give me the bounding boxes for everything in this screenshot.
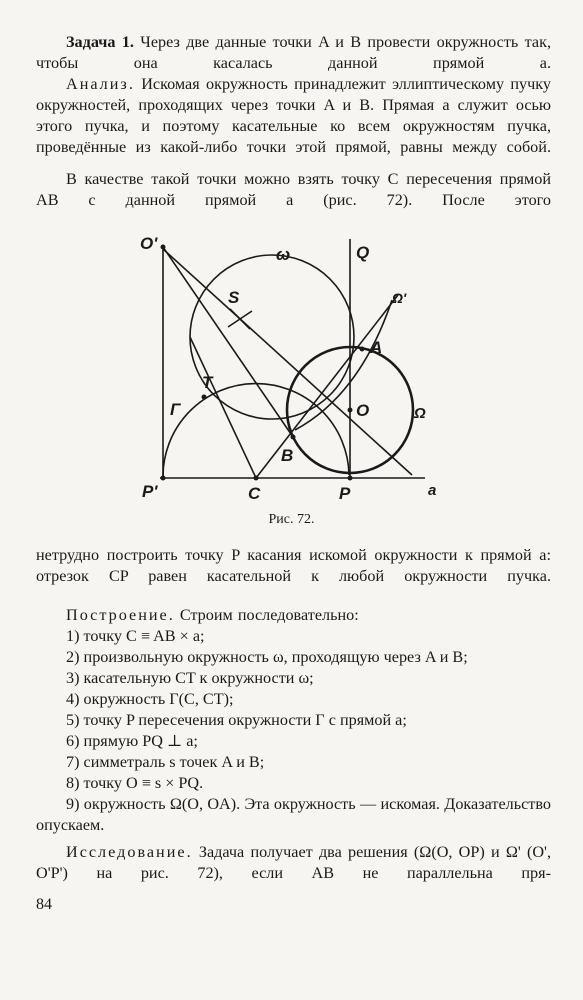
symmetral-s [163,249,412,475]
label-o-prime: O' [140,234,158,253]
tangent-point-text: нетрудно построить точку P касания искомой окружности к прямой a: отрезок CP равен касательной к любой окружности пучка. [36,546,551,585]
figure-caption: Рис. 72. [268,512,315,527]
construction-step: 8) точку O ≡ s × PQ. [66,774,204,792]
problem-title: Задача 1. [66,33,134,51]
construction-step: 4) окружность Γ(C, CT); [66,690,234,708]
tangent-ct [190,337,256,478]
construction-step: 9) окружность Ω(O, OA). Эта окружность — искомая. Доказательство опускаем. [36,795,551,834]
circle-omega [190,255,354,419]
construction-steps [36,626,551,836]
construction-intro: Строим последовательно: [179,606,359,624]
label-t: T [202,373,213,392]
analysis-paragraph [36,74,551,158]
page-number: 84 [36,896,52,913]
research-text: Задача получает два решения (Ω(O, OP) и Ω' (O', O'P') на рис. 72), если AB не параллельна пря- [36,843,552,882]
point-choice-paragraph [36,169,551,211]
label-p-prime: P' [142,482,158,501]
label-omega-prime: Ω' [392,290,407,306]
label-s: S [228,288,240,307]
label-line-a: a [428,482,437,499]
construction-step: 7) симметраль s точек A и B; [66,753,265,771]
label-omega-big: Ω [414,405,426,422]
label-q: Q [356,243,370,262]
label-a: A [370,338,383,357]
research-paragraph [36,842,551,884]
construction-step: 2) произвольную окружность ω, проходящую через A и B; [66,648,468,666]
construction-heading-line [36,605,551,626]
label-c: C [248,484,261,503]
construction-step: 5) точку P пересечения окружности Γ с прямой a; [66,711,407,729]
construction-heading: Построение. [66,606,175,624]
point-choice-text: В качестве такой точки можно взять точку C пересечения прямой AB с данной прямой a (рис. 72). После этого [36,170,551,209]
construction-step: 6) прямую PQ ⊥ a; [66,732,198,750]
construction-step: 1) точку C ≡ AB × a; [66,627,205,645]
tangent-point-paragraph [36,545,551,587]
problem-text: Через две данные точки A и B провести окружность так, чтобы она касалась данной прямой a. [36,33,552,72]
label-o: O [356,401,370,420]
construction-step: 3) касательную CT к окружности ω; [66,669,314,687]
label-b: B [281,446,294,465]
circle-gamma-arc [163,384,349,478]
label-omega: ω [276,245,291,264]
label-gamma: Γ [170,400,181,419]
geometry-figure [130,225,460,510]
label-p: P [339,484,351,503]
line-o-prime-b [163,247,293,437]
research-heading: Исследование. [66,843,193,861]
analysis-heading: Анализ. [66,75,135,93]
problem-statement [36,32,551,74]
analysis-text: Искомая окружность принадлежит эллиптическому пучку окружностей, проходящих через точки A и B. Прямая a служит осью этого пучка, и поэтому касательные ко всем окружностям пучка, проведённые из какой-либо точки этой прямой, равны между собой. [36,75,552,156]
